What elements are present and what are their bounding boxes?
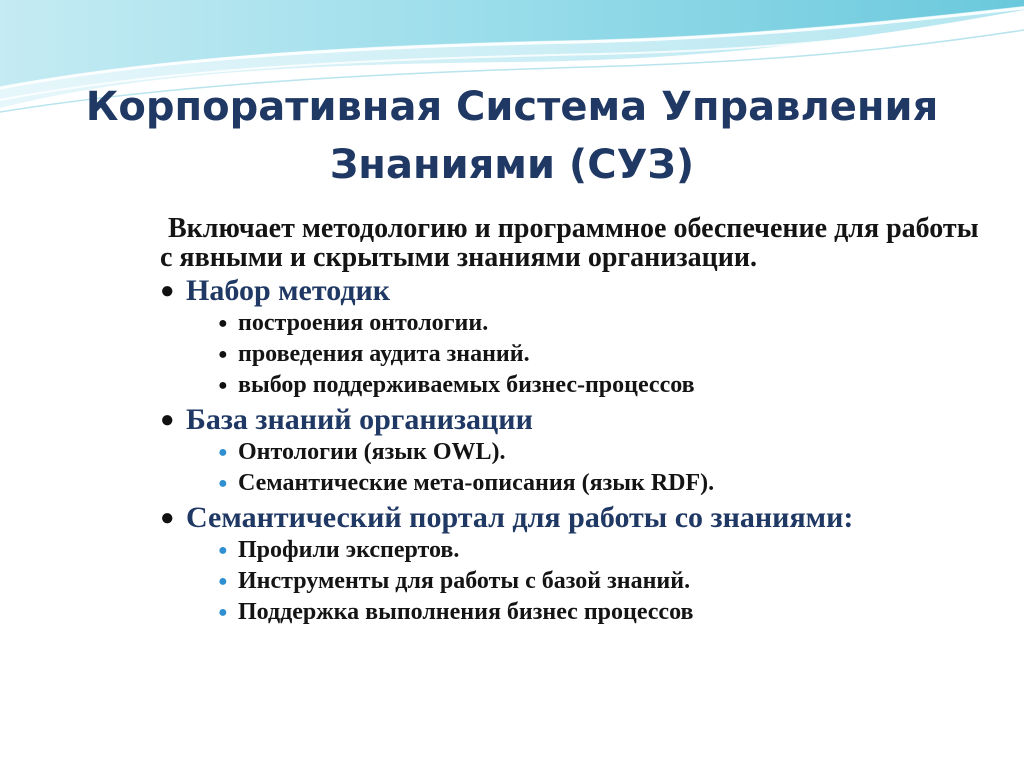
- title-line-1: Корпоративная Система Управления: [85, 84, 939, 130]
- bullet-icon: ●: [218, 346, 228, 363]
- section-heading: [160, 276, 980, 306]
- bullet-icon: ●: [160, 505, 175, 531]
- section-semantic-portal: [160, 503, 980, 628]
- list-item: [218, 308, 980, 339]
- section-knowledge-base: [160, 405, 980, 499]
- list-item: [218, 339, 980, 370]
- bullet-icon: ●: [160, 407, 175, 433]
- section-heading-text: Семантический портал для работы со знаниями:: [186, 501, 854, 534]
- list-item: [218, 437, 980, 468]
- bullet-icon: ●: [218, 604, 228, 621]
- list-item-text: выбор поддерживаемых бизнес-процессов: [238, 372, 695, 398]
- section-heading: [160, 503, 980, 533]
- section-heading-text: Набор методик: [186, 274, 391, 307]
- list-item: [218, 597, 980, 628]
- list-item-text: Поддержка выполнения бизнес процессов: [238, 599, 694, 625]
- list-item: [218, 468, 980, 499]
- sub-list: [218, 535, 980, 628]
- title-line-2: Знаниями (СУЗ): [329, 142, 695, 188]
- list-item-text: проведения аудита знаний.: [238, 341, 530, 367]
- slide-title: [60, 78, 964, 194]
- bullet-icon: ●: [218, 542, 228, 559]
- list-item: [218, 535, 980, 566]
- list-item-text: Онтологии (язык OWL).: [238, 439, 506, 465]
- list-item: [218, 370, 980, 401]
- bullet-icon: ●: [218, 315, 228, 332]
- section-heading-text: База знаний организации: [186, 403, 533, 436]
- slide-body: [160, 214, 980, 628]
- list-item-text: Инструменты для работы с базой знаний.: [238, 568, 691, 594]
- sub-list: [218, 437, 980, 499]
- list-item-text: Профили экспертов.: [238, 537, 460, 563]
- section-methods: [160, 276, 980, 401]
- bullet-icon: ●: [160, 278, 175, 304]
- bullet-icon: ●: [218, 377, 228, 394]
- bullet-icon: ●: [218, 573, 228, 590]
- bullet-icon: ●: [218, 444, 228, 461]
- list-item: [218, 566, 980, 597]
- list-item-text: построения онтологии.: [238, 310, 489, 336]
- list-item-text: Семантические мета-описания (язык RDF).: [238, 470, 715, 496]
- sub-list: [218, 308, 980, 401]
- bullet-icon: ●: [218, 475, 228, 492]
- intro-text: Включает методологию и программное обеспечение для работы с явными и скрытыми знаниями организации.: [160, 213, 979, 273]
- section-heading: [160, 405, 980, 435]
